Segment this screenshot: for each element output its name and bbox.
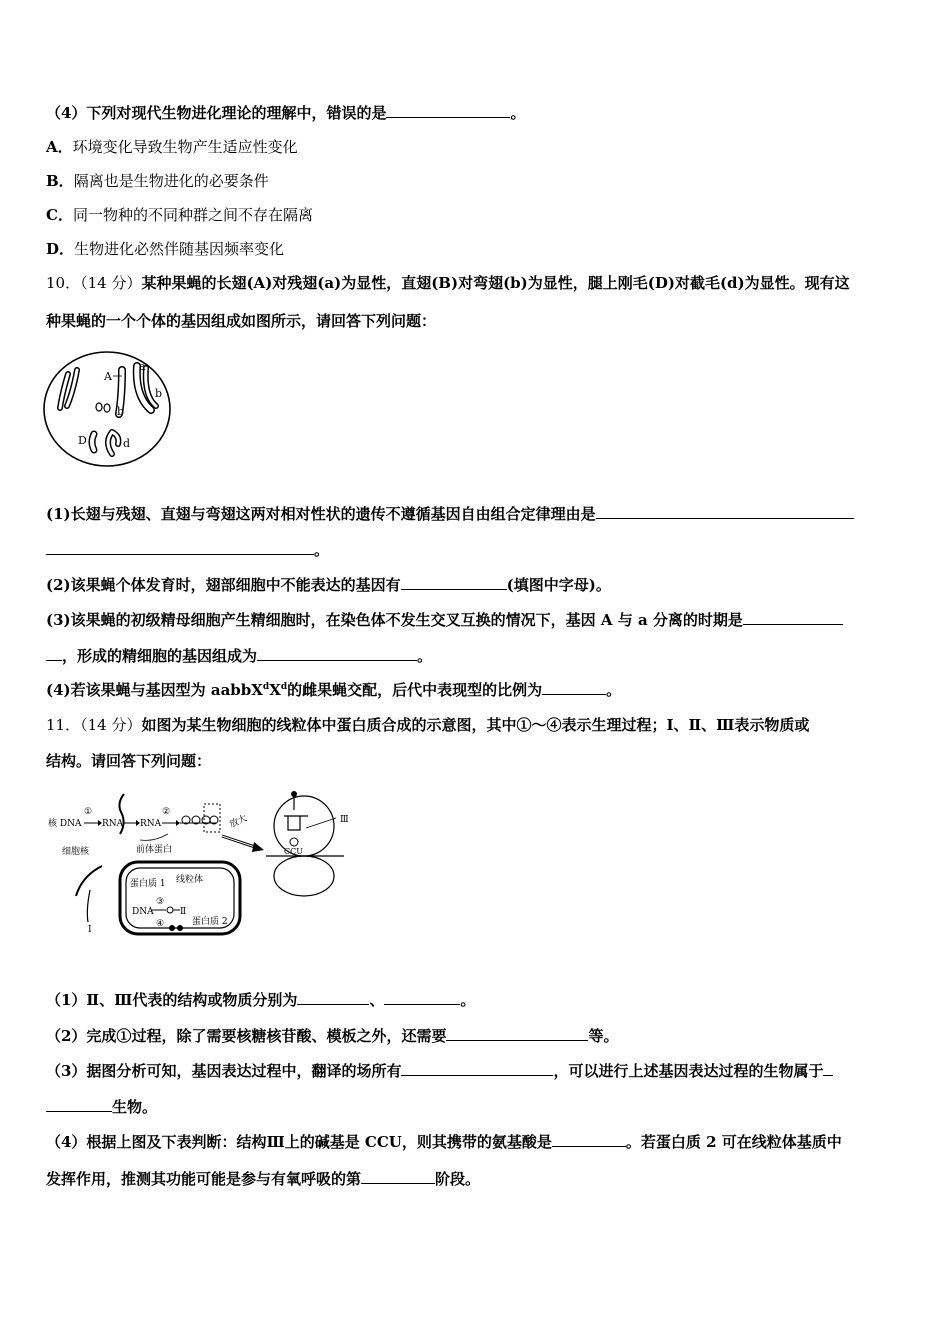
answer-blank: [297, 990, 369, 1005]
label-step4: ④: [156, 919, 165, 929]
q10-stem-line2: 种果蝇的一个个体的基因组成如图所示，请回答下列问题：: [46, 312, 437, 330]
q11-stem-line2: 结构。请回答下列问题：: [46, 752, 212, 770]
q9-option-a: A．环境变化导致生物产生适应性变化: [46, 138, 298, 156]
q11-sub1: （1）Ⅱ、Ⅲ代表的结构或物质分别为 、 。: [46, 991, 476, 1009]
q10-stem-line1: 10．（14 分）某种果蝇的长翅(A)对残翅(a)为显性，直翅(B)对弯翅(b)为显性，腿上刚毛(D)对截毛(d)为显性。现有这: [46, 274, 850, 292]
gene-label-b-right: b: [155, 387, 163, 400]
q10-sub4: (4)若该果蝇与基因型为 $aabbX^dX^d$的雌果蝇交配，后代中表现型的比例为 。: [46, 681, 622, 699]
answer-blank: [823, 1061, 833, 1076]
label-protein2: 蛋白质 2: [192, 917, 228, 927]
answer-blank: [46, 646, 62, 661]
gene-label-A: A: [104, 370, 112, 383]
label-nuc-dna: 核 DNA: [48, 819, 82, 829]
label-step3: ③: [156, 897, 165, 907]
label-step1: ①: [84, 807, 93, 817]
answer-blank: [384, 990, 460, 1005]
answer-blank: [401, 575, 507, 590]
q11-sub3: （3）据图分析可知，基因表达过程中，翻译的场所有 ，可以进行上述基因表达过程的生物属于: [46, 1061, 906, 1081]
q11-stem-line1: 11．（14 分）如图为某生物细胞的线粒体中蛋白质合成的示意图，其中①～④表示生理过程；Ⅰ、Ⅱ、Ⅲ表示物质或: [46, 716, 810, 734]
label-II: Ⅱ: [180, 907, 187, 917]
answer-blank: [542, 680, 606, 695]
q11-sub4-cont: 发挥作用，推测其功能可能是参与有氧呼吸的第 阶段。: [46, 1170, 481, 1188]
label-I: Ⅰ: [88, 925, 92, 935]
label-dna: DNA: [132, 907, 154, 917]
gene-label-d: d: [123, 437, 131, 450]
q9-option-d: D．生物进化必然伴随基因频率变化: [46, 240, 285, 258]
label-precursor: 前体蛋白: [136, 845, 173, 855]
answer-blank: [743, 610, 843, 625]
label-rna2: RNA: [140, 819, 162, 829]
q11-sub2: （2）完成①过程，除了需要核糖核苷酸、模板之外，还需要 等。: [46, 1027, 619, 1045]
q10-sub2: (2)该果蝇个体发育时，翅部细胞中不能表达的基因有 (填图中字母)。: [46, 576, 611, 594]
label-ccu: CCU: [284, 847, 303, 856]
q11-sub3-cont: 生物。: [46, 1097, 906, 1117]
gene-label-b-left: b: [117, 405, 125, 418]
q10-sub1: (1)长翅与残翅、直翅与弯翅这两对相对性状的遗传不遵循基因自由组合定律理由是: [46, 504, 906, 524]
answer-blank: [552, 1132, 626, 1147]
answer-blank: [596, 504, 854, 519]
label-protein1: 蛋白质 1: [130, 879, 166, 889]
answer-blank: [386, 103, 510, 118]
label-rna1: RNA: [102, 819, 124, 829]
answer-blank: [257, 646, 417, 661]
gene-label-D: D: [78, 434, 87, 447]
label-mito: 线粒体: [176, 875, 204, 885]
gene-label-a: a: [139, 360, 146, 373]
q10-sub3: (3)该果蝇的初级精母细胞产生精细胞时，在染色体不发生交叉互换的情况下，基因 A 与 a 分离的时期是: [46, 610, 906, 630]
label-enlarge: 放大: [228, 813, 249, 831]
q11-sub4: （4）根据上图及下表判断：结构Ⅲ上的碱基是 CCU，则其携带的氨基酸是 。若蛋白质 2 可在线粒体基质中: [46, 1133, 842, 1151]
answer-blank: [46, 540, 314, 555]
q9-sub4-stem: （4）下列对现代生物进化理论的理解中，错误的是 。: [46, 104, 526, 122]
q9-option-b: B．隔离也是生物进化的必要条件: [46, 172, 269, 190]
answer-blank: [361, 1169, 435, 1184]
answer-blank: [401, 1061, 553, 1076]
label-III: Ⅲ: [340, 815, 349, 825]
q10-sub1-cont: 。: [46, 540, 906, 560]
label-step2: ②: [162, 807, 171, 817]
q10-chromosome-figure: [40, 348, 180, 473]
answer-blank: [446, 1026, 588, 1041]
label-nucleus: 细胞核: [62, 847, 90, 857]
q10-sub3-cont: ，形成的精细胞的基因组成为 。: [46, 646, 906, 666]
answer-blank: [46, 1097, 112, 1112]
q9-option-c: C．同一物种的不同种群之间不存在隔离: [46, 206, 313, 224]
q11-mitochondria-figure: [44, 790, 364, 940]
